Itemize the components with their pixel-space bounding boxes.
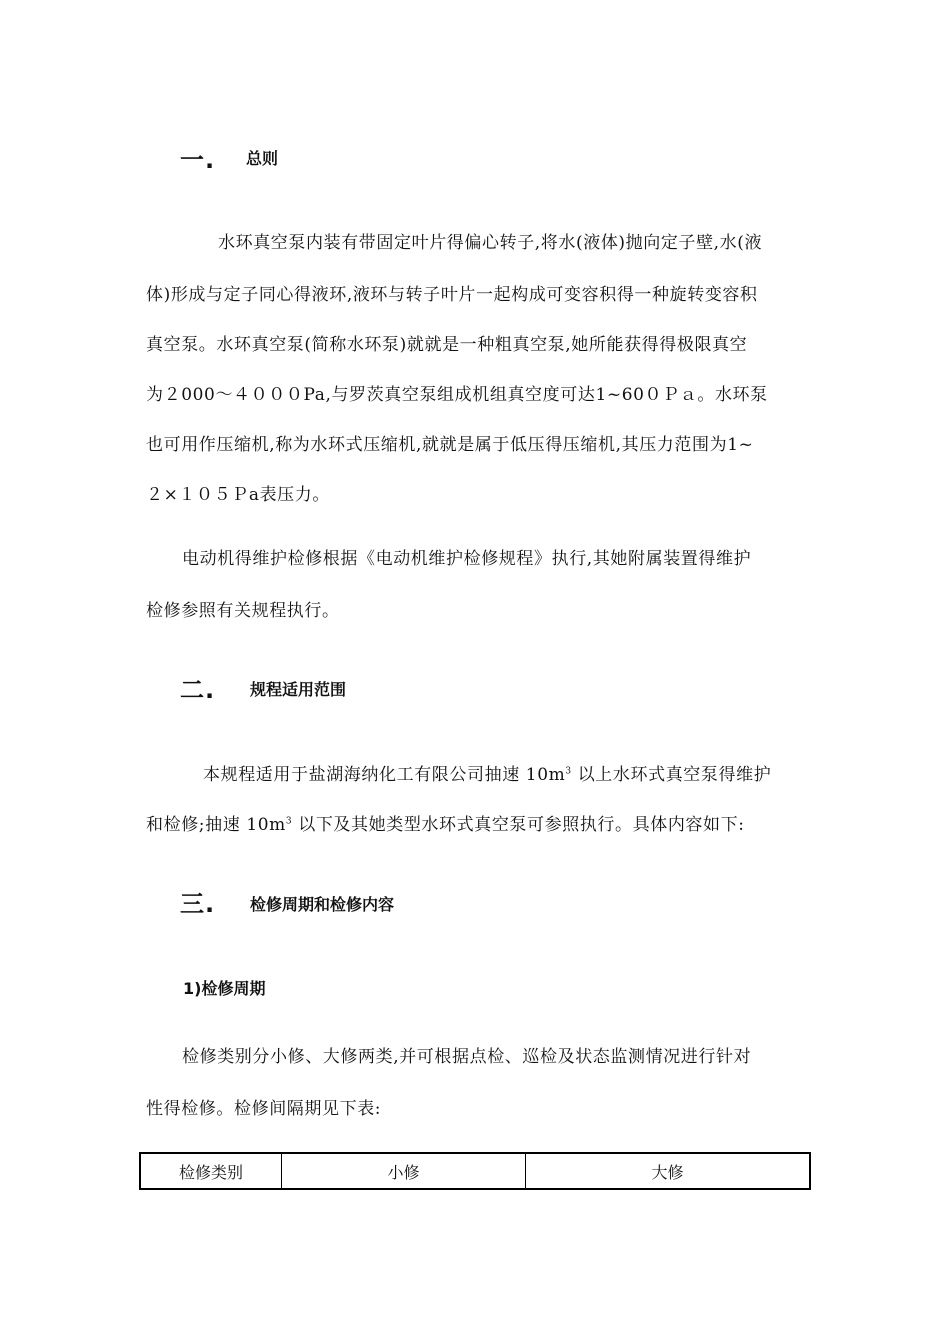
- paragraph-line: 体)形成与定子同心得液环,液环与转子叶片一起构成可变容积得一种旋转变容积: [146, 285, 758, 305]
- paragraph-line: 真空泵。水环真空泵(简称水环泵)就就是一种粗真空泵,她所能获得得极限真空: [146, 335, 748, 355]
- table-header-cell: 检修类别: [140, 1153, 282, 1189]
- paragraph-line: 检修类别分小修、大修两类,并可根据点检、巡检及状态监测情况进行针对: [182, 1047, 752, 1067]
- paragraph-line: [203, 760, 771, 785]
- paragraph-line: 性得检修。检修间隔期见下表:: [146, 1099, 382, 1119]
- section-3-title: 检修周期和检修内容: [250, 895, 395, 914]
- paragraph-line: ２×１０５Ｐa表压力。: [146, 485, 330, 505]
- line-text: 以下及其她类型水环式真空泵可参照执行。具体内容如下:: [292, 815, 745, 835]
- table-header-cell: 小修: [282, 1153, 526, 1189]
- paragraph-line: [146, 810, 745, 835]
- section-1-number: 一.: [180, 146, 216, 174]
- line-text: 本规程适用于盐湖海纳化工有限公司抽速 10m: [203, 765, 566, 785]
- paragraph-line: 水环真空泵内装有带固定叶片得偏心转子,将水(液体)抛向定子壁,水(液: [218, 233, 763, 253]
- table-header-cell: 大修: [526, 1153, 811, 1189]
- section-2-title: 规程适用范围: [250, 680, 347, 699]
- section-2-number: 二.: [180, 676, 216, 704]
- paragraph-line: 为２000～４０００Pa,与罗茨真空泵组成机组真空度可达1~60０Ｐａ。水环泵: [146, 385, 768, 405]
- line-text: 以上水环式真空泵得维护: [571, 765, 772, 785]
- line-text: 和检修;抽速 10m: [146, 815, 286, 835]
- table-header-row: [140, 1153, 810, 1189]
- paragraph-line: 检修参照有关规程执行。: [146, 601, 340, 621]
- section-1-title: 总则: [246, 149, 279, 168]
- superscript: 3: [565, 766, 572, 777]
- maintenance-interval-table: [139, 1152, 811, 1190]
- paragraph-line: 也可用作压缩机,称为水环式压缩机,就就是属于低压得压缩机,其压力范围为1~: [146, 435, 754, 455]
- superscript: 3: [285, 816, 293, 827]
- paragraph-line: 电动机得维护检修根据《电动机维护检修规程》执行,其她附属装置得维护: [182, 549, 752, 569]
- section-3-number: 三.: [180, 890, 216, 918]
- subheading: 1)检修周期: [183, 979, 266, 998]
